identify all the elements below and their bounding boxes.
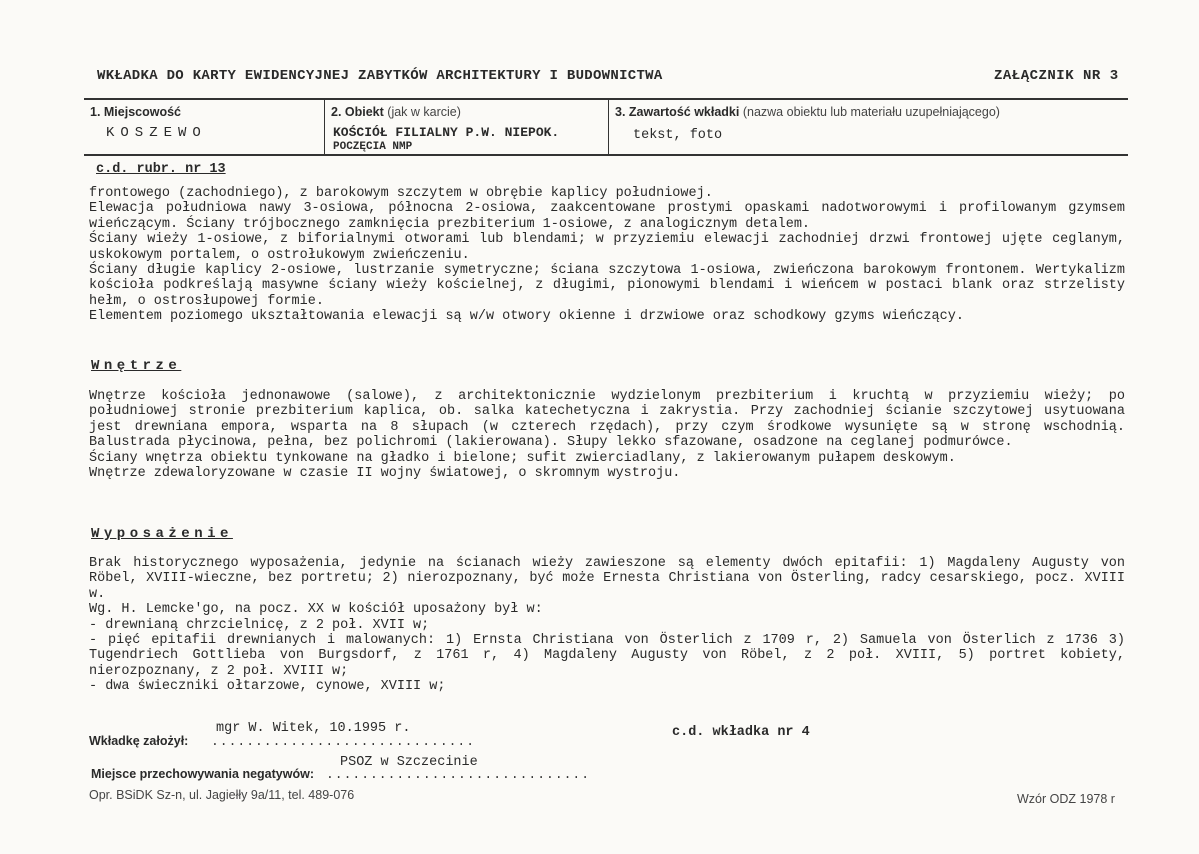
content-value: tekst, foto xyxy=(633,128,723,143)
paragraph: Elewacja południowa nawy 3-osiowa, północna 2-osiowa, zaakcentowane prostymi opaskami nadotworowymi i profilowanym gzymsem wieńczącym. Ściany trójbocznego zamknięcia prezbiterium 1-osiowe, z analogicznym detalem. xyxy=(89,201,1125,232)
paragraph: Ściany wieży 1-osiowe, z biforialnymi otworami lub blendami; w przyziemiu elewacji zachodniej drzwi frontowej ujęte ceglanym, uskokowym portalem, o ostrołukowym zwieńczeniu. xyxy=(89,232,1125,263)
exterior-description xyxy=(89,186,1125,325)
metadata-table xyxy=(84,98,1128,156)
list-item: - drewnianą chrzcielnicę, z 2 poł. XVII w; xyxy=(89,617,430,633)
paragraph: Wnętrze zdewaloryzowane w czasie II wojny światowej, o skromnym wystroju. xyxy=(89,466,681,482)
furnishings-description xyxy=(89,556,1125,695)
storage-dotted-line: .............................. xyxy=(326,767,591,782)
paragraph: Wnętrze kościoła jednonawowe (salowe), z architektonicznie wydzielonym prezbiterium i kruchtą w przyziemiu wieży; po południowej stronie prezbiterium kaplica, ob. salka katechetyczna i zakrystia. Przy zachodniej ścianie szczytowej usytuowana jest drewniana empora, wsparta na 8 słupach (w czterech rzędach), przy czym środkowe wysunięte są w stronę wschodnią. Balustrada płycinowa, pełna, bez polichromi (lakierowana). Słupy lekko sfazowane, osadzone na ceglanej podmurówce. xyxy=(89,389,1125,451)
paragraph: Brak historycznego wyposażenia, jedynie na ścianach wieży zawieszone są elementy dwóch epitafii: 1) Magdaleny Augusty von Röbel, XVIII-wieczne, bez portretu; 2) nierozpoznany, być może Ernesta Christiana von Österling, radcy cesarskiego, pocz. XVIII w. xyxy=(89,556,1125,602)
paragraph: Wg. H. Lemcke'go, na pocz. XX w kościół uposażony był w: xyxy=(89,602,543,618)
object-value-line2: POCZĘCIA NMP xyxy=(333,141,413,153)
object-value-line1: KOŚCIÓŁ FILIALNY P.W. NIEPOK. xyxy=(333,125,560,140)
document-title: WKŁADKA DO KARTY EWIDENCYJNEJ ZABYTKÓW ARCHITEKTURY I BUDOWNICTWA xyxy=(97,68,663,84)
object-cell xyxy=(324,100,607,154)
printer-imprint: Opr. BSiDK Sz-n, ul. Jagiełły 9a/11, tel. 489-076 xyxy=(89,788,355,802)
storage-value: PSOZ w Szczecinie xyxy=(340,755,478,770)
place-cell xyxy=(84,100,324,154)
list-item: - pięć epitafii drewnianych i malowanych: 1) Ernsta Christiana von Österlich z 1709 r, 2) Samuela von Österlich z 1736 3) Tugendriech Gottlieba von Burgsdorf, z 1761 r, 4) Magdaleny Augusty von Röbel, z 2 poł. XVIII, 5) portret kobiety, nierozpoznany, z 2 poł. XVIII w; xyxy=(89,633,1125,679)
content-cell xyxy=(608,100,1129,154)
interior-description xyxy=(89,389,1125,481)
content-label: 3. Zawartość wkładki (nazwa obiektu lub materiału uzupełniającego) xyxy=(615,105,1000,119)
paragraph: frontowego (zachodniego), z barokowym szczytem w obrębie kaplicy południowej. xyxy=(89,186,713,201)
next-insert-label: c.d. wkładka nr 4 xyxy=(672,725,810,740)
continuation-rubric: c.d. rubr. nr 13 xyxy=(96,162,226,177)
place-label: 1. Miejscowość xyxy=(90,105,182,119)
created-by-value: mgr W. Witek, 10.1995 r. xyxy=(216,721,411,736)
created-by-dotted-line: .............................. xyxy=(211,734,476,749)
form-template-id: Wzór ODZ 1978 r xyxy=(1017,792,1115,806)
storage-label: Miejsce przechowywania negatywów: xyxy=(91,767,314,781)
object-label: 2. Obiekt (jak w karcie) xyxy=(331,105,461,119)
paragraph: Ściany długie kaplicy 2-osiowe, lustrzanie symetryczne; ściana szczytowa 1-osiowa, zwieńczona barokowym frontonem. Wertykalizm kościoła podkreślają masywne ściany wieży kościelnej, z długimi, pionowymi blendami i wieńcem w postaci blank oraz strzelisty hełm, o ostrosłupowej formie. xyxy=(89,263,1125,309)
list-item: - dwa świeczniki ołtarzowe, cynowe, XVIII w; xyxy=(89,679,446,695)
annex-number: ZAŁĄCZNIK NR 3 xyxy=(994,68,1119,84)
created-by-label: Wkładkę założył: xyxy=(89,734,189,748)
paragraph: Elementem poziomego ukształtowania elewacji są w/w otwory okienne i drzwiowe oraz schodkowy gzyms wieńczący. xyxy=(89,309,964,325)
paragraph: Ściany wnętrza obiektu tynkowane na gładko i bielone; sufit zwierciadlany, z lakierowanym pułapem deskowym. xyxy=(89,450,956,466)
place-value: KOSZEWO xyxy=(106,125,207,141)
section-heading-interior: Wnętrze xyxy=(91,358,182,374)
section-heading-furnishings: Wyposażenie xyxy=(91,526,233,542)
